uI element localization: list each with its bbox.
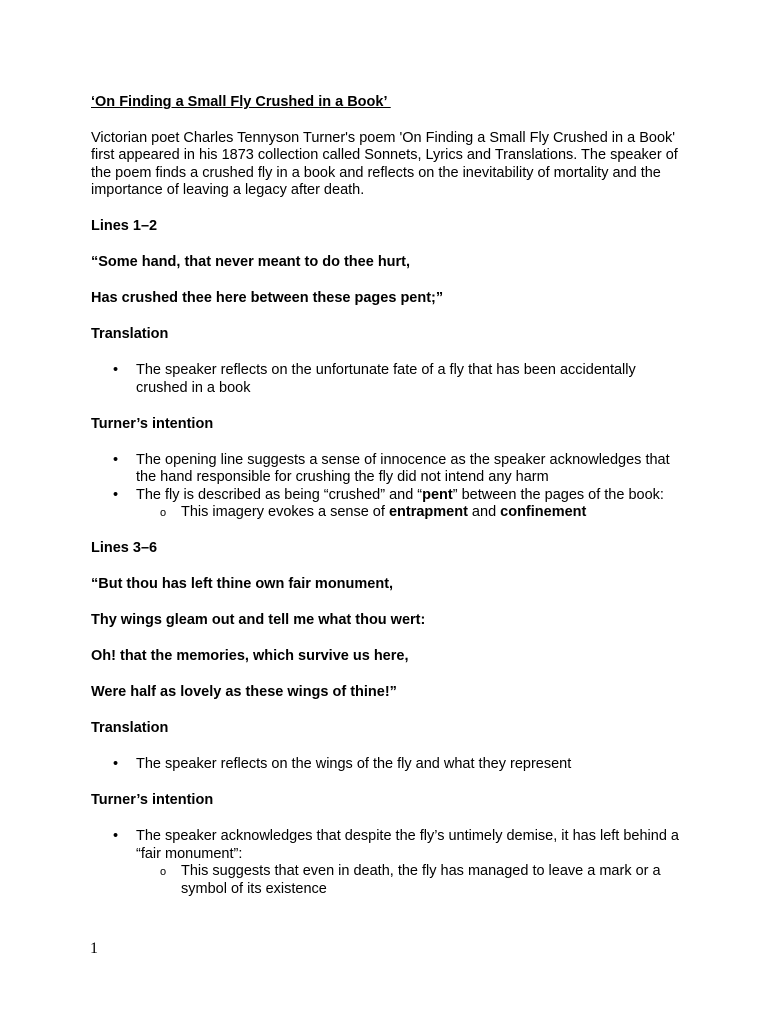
- list-item: [113, 756, 681, 774]
- text-run: The fly is described as being “crushed” and “: [136, 486, 423, 503]
- sub-bullet-icon: o: [160, 866, 167, 878]
- poem-quote-line: Were half as lovely as these wings of thine!”: [91, 684, 397, 700]
- document-title: ‘On Finding a Small Fly Crushed in a Book’: [91, 94, 391, 110]
- bold-text-run: confinement: [500, 504, 587, 520]
- sub-list-item-text: This suggests that even in death, the fly has managed to leave a mark or a symbol of its existence: [181, 863, 661, 897]
- text-run: and: [467, 504, 501, 520]
- list-item: [113, 486, 681, 522]
- bullet-icon: •: [113, 486, 119, 503]
- bullet-icon: •: [113, 828, 119, 844]
- page-number: 1: [90, 940, 98, 957]
- sub-list-item-text: [181, 504, 586, 520]
- poem-quote-line: Thy wings gleam out and tell me what thou wert:: [91, 612, 426, 628]
- sub-list: [136, 504, 681, 522]
- bold-text-run: pent: [422, 486, 453, 503]
- translation-list: [91, 362, 681, 397]
- list-item: [113, 451, 681, 487]
- bullet-icon: •: [113, 451, 119, 468]
- section-heading-lines-3-6: Lines 3–6: [91, 540, 158, 556]
- document-body: [91, 94, 681, 917]
- list-item-text: The opening line suggests a sense of innocence as the speaker acknowledges that the hand responsible for crushing the fly did not intend any harm: [136, 451, 670, 485]
- list-item-text: The speaker reflects on the unfortunate fate of a fly that has been accidentally crushed in a book: [136, 362, 636, 396]
- translation-heading: Translation: [91, 326, 169, 342]
- list-item: [113, 362, 681, 397]
- sub-list-item: [160, 504, 681, 522]
- bullet-icon: •: [113, 362, 119, 378]
- bold-text-run: entrapment: [388, 504, 468, 520]
- text-run: This imagery evokes a sense of: [181, 504, 389, 520]
- intro-paragraph: Victorian poet Charles Tennyson Turner's poem 'On Finding a Small Fly Crushed in a Book' first appeared in his 1873 collection called Sonnets, Lyrics and Translations. The speaker of the poem finds a crushed fly in a book and reflects on the inevitability of mortality and the importance of leaving a legacy after death.: [91, 129, 678, 198]
- list-item: [113, 828, 681, 898]
- sub-bullet-icon: o: [160, 507, 167, 519]
- poem-quote-line: “Some hand, that never meant to do thee hurt,: [91, 254, 411, 270]
- section-heading-lines-1-2: Lines 1–2: [91, 218, 158, 234]
- intention-heading: Turner’s intention: [91, 415, 214, 432]
- bullet-icon: •: [113, 756, 119, 772]
- sub-list: [136, 863, 681, 898]
- poem-quote-line: Oh! that the memories, which survive us here,: [91, 648, 409, 664]
- text-run: ” between the pages of the book:: [452, 486, 664, 503]
- sub-list-item: [160, 863, 681, 898]
- translation-heading: Translation: [91, 720, 169, 736]
- list-item-text: The speaker reflects on the wings of the fly and what they represent: [136, 756, 572, 772]
- translation-list: [91, 756, 681, 774]
- intention-list: [91, 828, 681, 898]
- intention-list: [91, 452, 681, 522]
- intention-heading: Turner’s intention: [91, 792, 214, 808]
- list-item-text: The speaker acknowledges that despite the fly’s untimely demise, it has left behind a “fair monument”:: [136, 828, 679, 862]
- poem-quote-line: “But thou has left thine own fair monument,: [91, 576, 394, 592]
- poem-quote-line: Has crushed thee here between these pages pent;”: [91, 290, 444, 306]
- list-item-text: [136, 487, 664, 503]
